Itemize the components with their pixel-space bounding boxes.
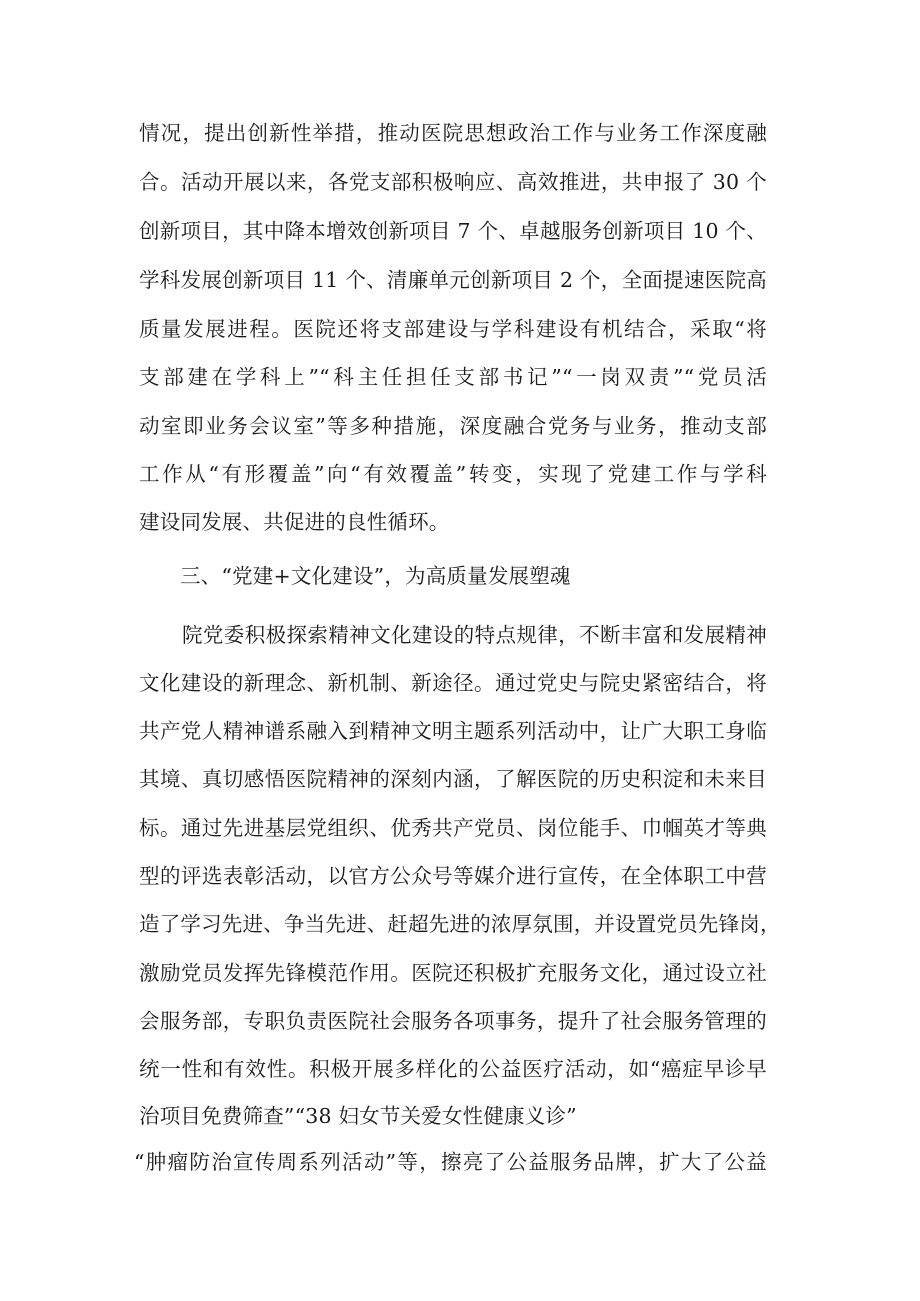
paragraph-2-line-10: 统一性和有效性。积极开展多样化的公益医疗活动，如“癌症早诊早 <box>139 1057 767 1081</box>
paragraph-1-line-9: 建设同发展、共促进的良性循环。 <box>139 510 450 534</box>
paragraph-2-line-3: 共产党人精神谱系融入到精神文明主题系列活动中，让广大职工身临 <box>139 719 767 743</box>
section-heading: 三、“党建+文化建设”，为高质量发展塑魂 <box>180 564 571 588</box>
paragraph-2-line-2: 文化建设的新理念、新机制、新途径。通过党史与院史紧密结合，将 <box>139 671 767 695</box>
paragraph-2-line-8: 激励党员发挥先锋模范作用。医院还积极扩充服务文化，通过设立社 <box>139 961 767 985</box>
paragraph-2-line-4: 其境、真切感悟医院精神的深刻内涵，了解医院的历史积淀和未来目 <box>139 767 767 791</box>
paragraph-1-line-1: 情况，提出创新性举措，推动医院思想政治工作与业务工作深度融 <box>139 121 767 145</box>
paragraph-2-line-5: 标。通过先进基层党组织、优秀共产党员、岗位能手、巾帼英才等典 <box>139 816 767 840</box>
paragraph-2-line-9: 会服务部，专职负责医院社会服务各项事务，提升了社会服务管理的 <box>139 1009 767 1033</box>
paragraph-1-line-2: 合。活动开展以来，各党支部积极响应、高效推进，共申报了 30 个 <box>139 170 767 194</box>
paragraph-1-line-8: 工作从“有形覆盖”向“有效覆盖”转变，实现了党建工作与学科 <box>139 462 767 486</box>
paragraph-1-line-6: 支部建在学科上”“科主任担任支部书记”“一岗双责”“党员活 <box>139 365 767 389</box>
paragraph-2-line-7: 造了学习先进、争当先进、赶超先进的浓厚氛围，并设置党员先锋岗， <box>139 912 781 936</box>
paragraph-1-line-4: 学科发展创新项目 11 个、清廉单元创新项目 2 个，全面提速医院高 <box>139 268 767 292</box>
paragraph-2-line-12: “肿瘤防治宣传周系列活动”等，擦亮了公益服务品牌，扩大了公益 <box>134 1150 767 1174</box>
paragraph-2-line-6: 型的评选表彰活动，以官方公众号等媒介进行宣传，在全体职工中营 <box>139 864 767 888</box>
paragraph-1-line-5: 质量发展进程。医院还将支部建设与学科建设有机结合，采取“将 <box>139 317 767 341</box>
paragraph-2-line-1: 院党委积极探索精神文化建设的特点规律，不断丰富和发展精神 <box>182 623 767 647</box>
paragraph-1-line-3: 创新项目，其中降本增效创新项目 7 个、卓越服务创新项目 10 个、 <box>139 219 767 243</box>
paragraph-1-line-7: 动室即业务会议室”等多种措施，深度融合党务与业务，推动支部 <box>139 414 767 438</box>
paragraph-2-line-11: 治项目免费筛查”“38 妇女节关爱女性健康义诊” <box>139 1104 577 1128</box>
